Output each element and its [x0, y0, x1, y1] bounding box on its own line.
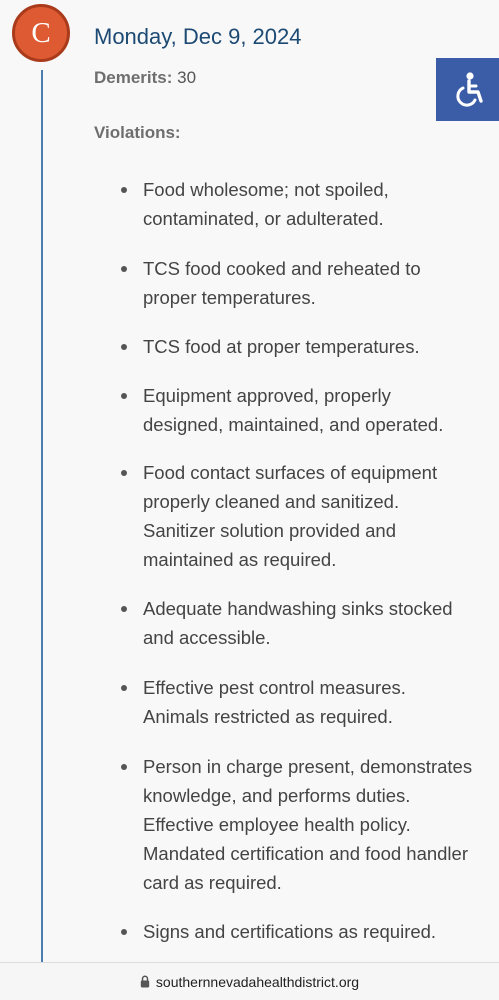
grade-badge: C — [12, 4, 70, 62]
violation-item: Signs and certifications as required. — [143, 917, 473, 946]
violation-item: TCS food cooked and reheated to proper temperatures. — [143, 254, 473, 312]
demerits-value: 30 — [177, 68, 197, 87]
browser-url-bar[interactable] — [0, 962, 499, 1000]
timeline-line — [41, 70, 43, 962]
url-text: southernnevadahealthdistrict.org — [155, 973, 360, 990]
violation-item: Food contact surfaces of equipment properly cleaned and sanitized. Sanitizer solution provided and maintained as required. — [143, 458, 473, 574]
lock-icon — [140, 975, 150, 988]
violation-item: Person in charge present, demonstrates knowledge, and performs duties. Effective employee health policy. Mandated certification and food handler card as required. — [143, 752, 473, 897]
violation-item: Food wholesome; not spoiled, contaminated, or adulterated. — [143, 175, 473, 233]
wheelchair-icon — [448, 70, 488, 110]
demerits-label: Demerits: — [94, 68, 173, 87]
violations-heading: Violations: — [94, 123, 181, 142]
inspection-date: Monday, Dec 9, 2024 — [94, 24, 302, 49]
violation-item: Adequate handwashing sinks stocked and accessible. — [143, 594, 473, 652]
violation-item: Effective pest control measures. Animals restricted as required. — [143, 673, 473, 731]
accessibility-button[interactable] — [436, 58, 499, 121]
demerits-row — [94, 68, 196, 88]
violation-item: TCS food at proper temperatures. — [143, 332, 473, 361]
violation-item: Equipment approved, properly designed, maintained, and operated. — [143, 381, 473, 439]
